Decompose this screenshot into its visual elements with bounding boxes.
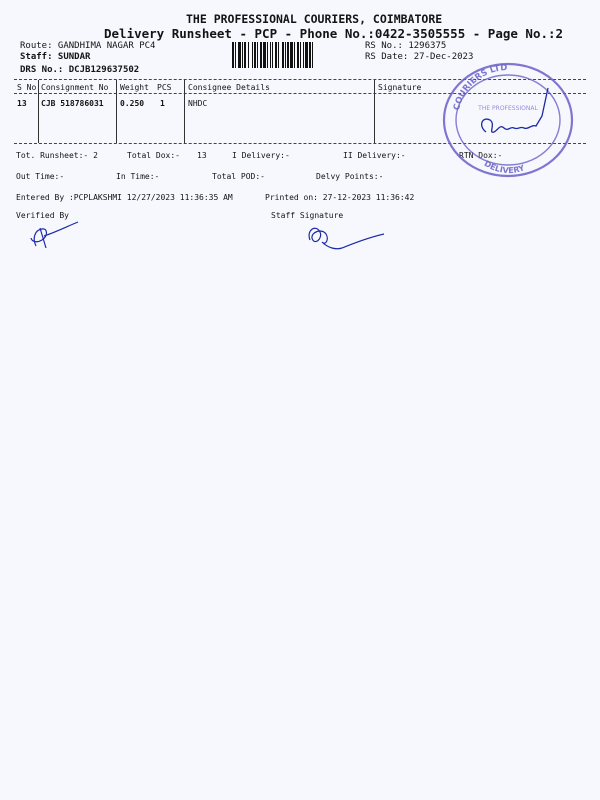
barcode-bar [313, 42, 315, 68]
delvy-points: Delvy Points:- [316, 172, 384, 181]
col-divider [38, 80, 39, 143]
entered-by: Entered By :PCPLAKSHMI 12/27/2023 11:36:35 AM [16, 193, 233, 202]
printed-on: Printed on: 27-12-2023 11:36:42 [265, 193, 415, 202]
total-dox-value: 13 [197, 151, 207, 160]
tot-runsheet: Tot. Runsheet:- 2 [16, 151, 98, 160]
stamp-center-text: THE PROFESSIONAL [478, 105, 538, 112]
verified-by-signature [26, 218, 82, 252]
total-pod: Total POD:- [212, 172, 265, 181]
stamp-bottom-text: DELIVERY [482, 158, 526, 176]
drs-number: DRS No.: DCJB129637502 [20, 65, 140, 75]
header-consignment: Consignment No [41, 83, 109, 92]
col-divider [184, 80, 185, 143]
out-time: Out Time:- [16, 172, 65, 181]
staff-signature [302, 220, 388, 254]
col-divider [374, 80, 375, 143]
route-label: Route: GANDHIMA NAGAR PC4 [20, 41, 156, 51]
rtn-dox: RTN Dox:- [459, 151, 503, 160]
runsheet-subtitle: Delivery Runsheet - PCP - Phone No.:0422-3505555 - Page No.:2 [104, 26, 564, 41]
barcode [232, 42, 357, 68]
verified-by-label: Verified By [16, 211, 69, 220]
ii-delivery: II Delivery:- [343, 151, 406, 160]
header-consignee: Consignee Details [188, 83, 270, 92]
row-weight: 0.250 [120, 99, 145, 108]
row-consignee: NHDC [188, 99, 208, 108]
in-time: In Time:- [116, 172, 160, 181]
rs-date: RS Date: 27-Dec-2023 [365, 52, 474, 62]
rs-number: RS No.: 1296375 [365, 41, 447, 51]
i-delivery: I Delivery:- [232, 151, 290, 160]
company-title: THE PROFESSIONAL COURIERS, COIMBATORE [186, 12, 443, 26]
staff-label: Staff: SUNDAR [20, 52, 91, 62]
col-divider [116, 80, 117, 143]
stamp-top-text: COURIERS LTD [452, 62, 508, 112]
header-weight: Weight [120, 83, 149, 92]
row-pcs: 1 [160, 99, 165, 108]
row-sno: 13 [17, 99, 27, 108]
header-pcs: PCS [157, 83, 172, 92]
delivery-stamp [438, 58, 578, 180]
row-consignment: CJB 518786031 [41, 99, 104, 108]
header-sno: S No [17, 83, 37, 92]
staff-signature-label: Staff Signature [271, 211, 344, 220]
header-signature: Signature [378, 83, 422, 92]
total-dox-label: Total Dox:- [127, 151, 180, 160]
